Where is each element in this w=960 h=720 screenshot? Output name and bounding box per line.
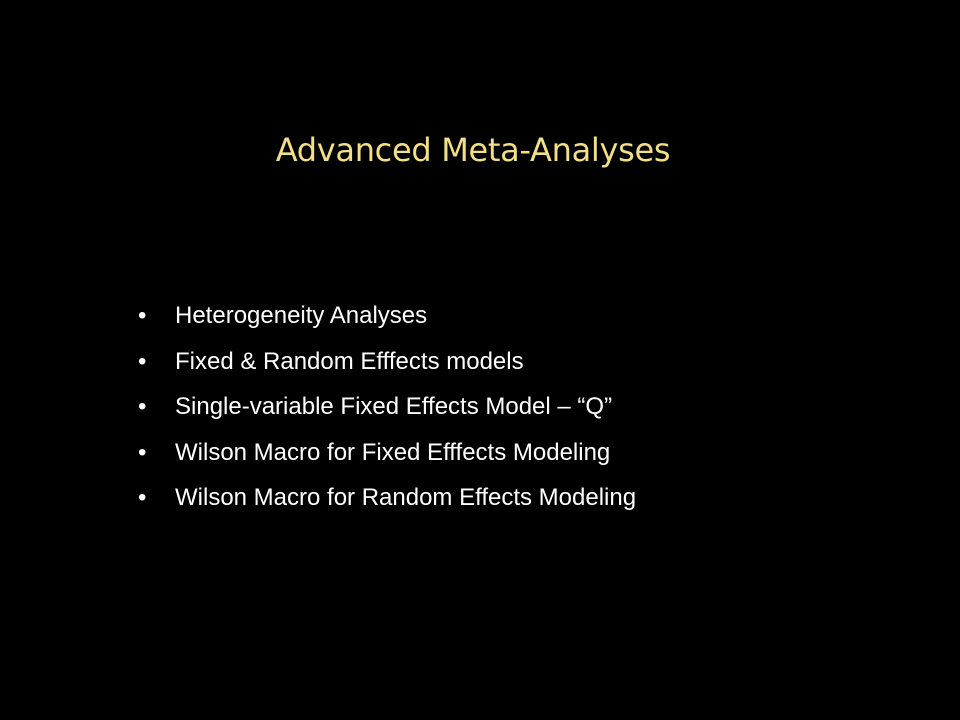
bullet-text: Fixed & Random Efffects models (175, 347, 524, 375)
bullet-marker: • (138, 302, 147, 329)
bullet-text: Wilson Macro for Random Effects Modeling (175, 484, 637, 511)
bullet-text: Single-variable Fixed Effects Model – “Q” (175, 393, 613, 420)
bullet-marker: • (138, 347, 147, 375)
bullet-text: Wilson Macro for Fixed Efffects Modeling (175, 438, 611, 466)
bullet-list (138, 293, 636, 521)
bullet-marker: • (138, 438, 147, 466)
bullet-text: Heterogeneity Analyses (175, 302, 428, 329)
bullet-item-heterogeneity (138, 293, 636, 339)
bullet-item-wilson-fixed (138, 430, 636, 476)
bullet-item-single-variable (138, 384, 636, 430)
bullet-item-fixed-random (138, 339, 636, 385)
bullet-marker: • (138, 393, 147, 420)
slide-title: Advanced Meta-Analyses (275, 131, 671, 169)
bullet-marker: • (138, 484, 147, 511)
bullet-item-wilson-random (138, 475, 636, 521)
